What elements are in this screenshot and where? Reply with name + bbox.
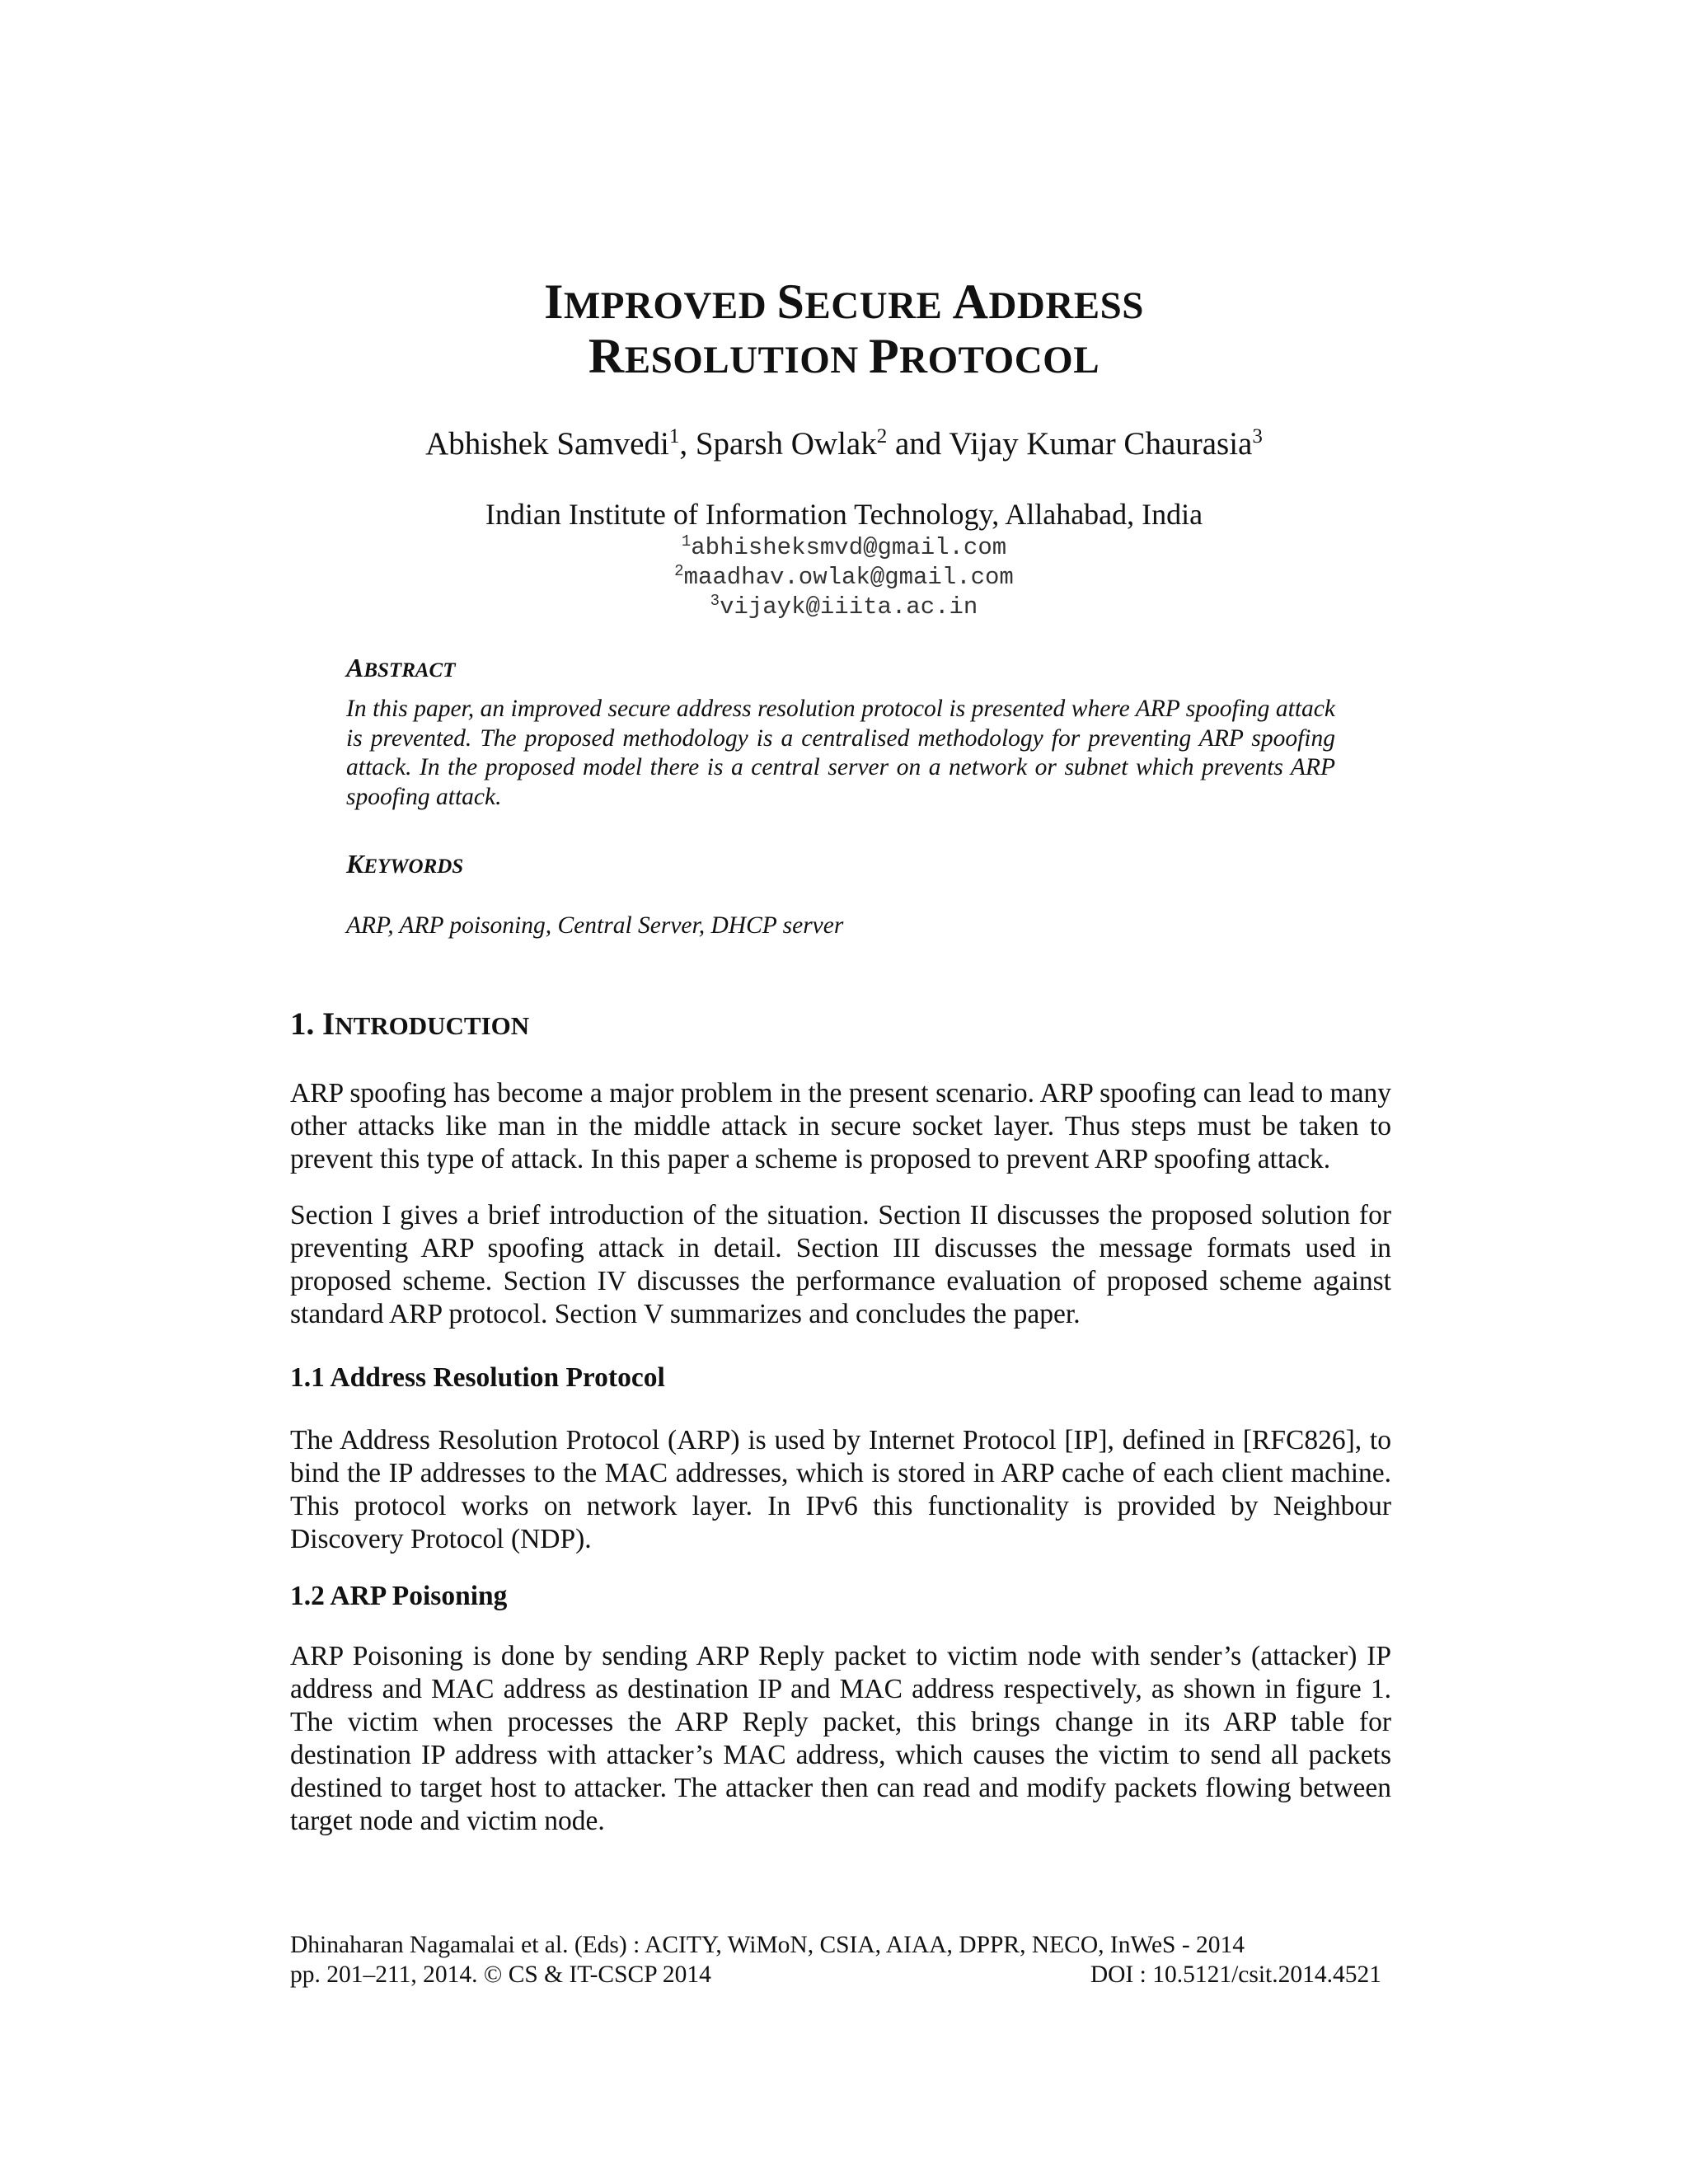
email-address: abhisheksmvd@gmail.com: [691, 534, 1007, 561]
email-address: maadhav.owlak@gmail.com: [683, 564, 1014, 591]
title-text: ROTOCOL: [899, 339, 1100, 382]
heading-text: EYWORDS: [363, 855, 464, 878]
title-line-2: [0, 326, 1688, 390]
author-list: [0, 424, 1688, 464]
author-email: [0, 533, 1688, 563]
section-heading-introduction: [290, 1005, 529, 1046]
email-marker: 1: [681, 532, 692, 551]
author-email: [0, 563, 1688, 593]
title-text: S: [776, 274, 805, 329]
heading-text: BSTRACT: [363, 659, 456, 682]
abstract-heading: [346, 651, 456, 687]
heading-text: 1. I: [290, 1006, 335, 1042]
author-name: Abhishek Samvedi: [425, 426, 669, 462]
author-marker: 1: [668, 425, 680, 448]
intro-paragraph-2: Section I gives a brief introduction of the situation. Section II discusses the proposed solution for preventing ARP spoofing attack in detail. Section III discusses the message formats used in proposed scheme. Section IV discusses the performance evaluation of proposed scheme against standard ARP protocol. Section V summarizes and concludes the paper.: [290, 1200, 1391, 1329]
title-text: ECURE: [804, 284, 953, 327]
affiliation: Indian Institute of Information Technology, Allahabad, India: [485, 498, 1203, 531]
subsection-heading-arp-poisoning: 1.2 ARP Poisoning: [290, 1581, 508, 1611]
subsection-heading-arp: 1.1 Address Resolution Protocol: [290, 1362, 665, 1393]
title-text: ESOLUTION: [624, 339, 869, 382]
keywords-text: ARP, ARP poisoning, Central Server, DHCP server: [346, 912, 844, 939]
author-email: [0, 593, 1688, 622]
author-marker: 2: [876, 425, 888, 448]
title-text: P: [869, 329, 900, 383]
footer-doi: DOI : 10.5121/csit.2014.4521: [1090, 1961, 1381, 1988]
author-name: , Sparsh Owlak: [679, 426, 877, 462]
heading-text: A: [346, 653, 364, 682]
arp-poisoning-paragraph: ARP Poisoning is done by sending ARP Reply packet to victim node with sender’s (attacker) IP address and MAC address as destination IP and MAC address respectively, as shown in figure 1. The victim when processes the ARP Reply packet, this brings change in its ARP table for destination IP address with attacker’s MAC address, which causes the victim to send all packets destined to target host to attacker. The attacker then can read and modify packets flowing between target node and victim node.: [290, 1641, 1391, 1836]
heading-text: K: [346, 849, 364, 879]
heading-text: NTRODUCTION: [335, 1011, 530, 1040]
title-text: A: [952, 274, 989, 329]
footer-pages: [290, 1960, 1391, 1990]
title-text: I: [544, 274, 564, 329]
intro-paragraph-1: ARP spoofing has become a major problem in the present scenario. ARP spoofing can lead to many other attacks like man in the middle attack in secure socket layer. Thus steps must be taken to prevent this type of attack. In this paper a scheme is proposed to prevent ARP spoofing attack.: [290, 1078, 1391, 1174]
footer-copyright: pp. 201–211, 2014. © CS & IT-CSCP 2014: [290, 1961, 711, 1988]
author-name: and Vijay Kumar Chaurasia: [887, 426, 1253, 462]
footer-editors: Dhinaharan Nagamalai et al. (Eds) : ACITY, WiMoN, CSIA, AIAA, DPPR, NECO, InWeS - 2014: [290, 1932, 1245, 1958]
email-address: vijayk@iiita.ac.in: [720, 593, 978, 621]
title-text: R: [588, 329, 625, 383]
email-marker: 2: [674, 562, 684, 580]
abstract-text: In this paper, an improved secure address resolution protocol is presented where ARP spoofing attack is prevented. The proposed methodology is a centralised methodology for preventing ARP spoofing attack. In the proposed model there is a central server on a network or subnet which prevents ARP spoofing attack.: [346, 696, 1335, 810]
keywords-heading: [346, 847, 463, 883]
title-text: MPROVED: [563, 284, 777, 327]
arp-paragraph: The Address Resolution Protocol (ARP) is used by Internet Protocol [IP], defined in [RFC826], to bind the IP addresses to the MAC addresses, which is stored in ARP cache of each client machine. This protocol works on network layer. In IPv6 this functionality is provided by Neighbour Discovery Protocol (NDP).: [290, 1425, 1391, 1554]
email-marker: 3: [710, 592, 720, 610]
author-marker: 3: [1252, 425, 1263, 448]
title-text: DDRESS: [988, 284, 1144, 327]
